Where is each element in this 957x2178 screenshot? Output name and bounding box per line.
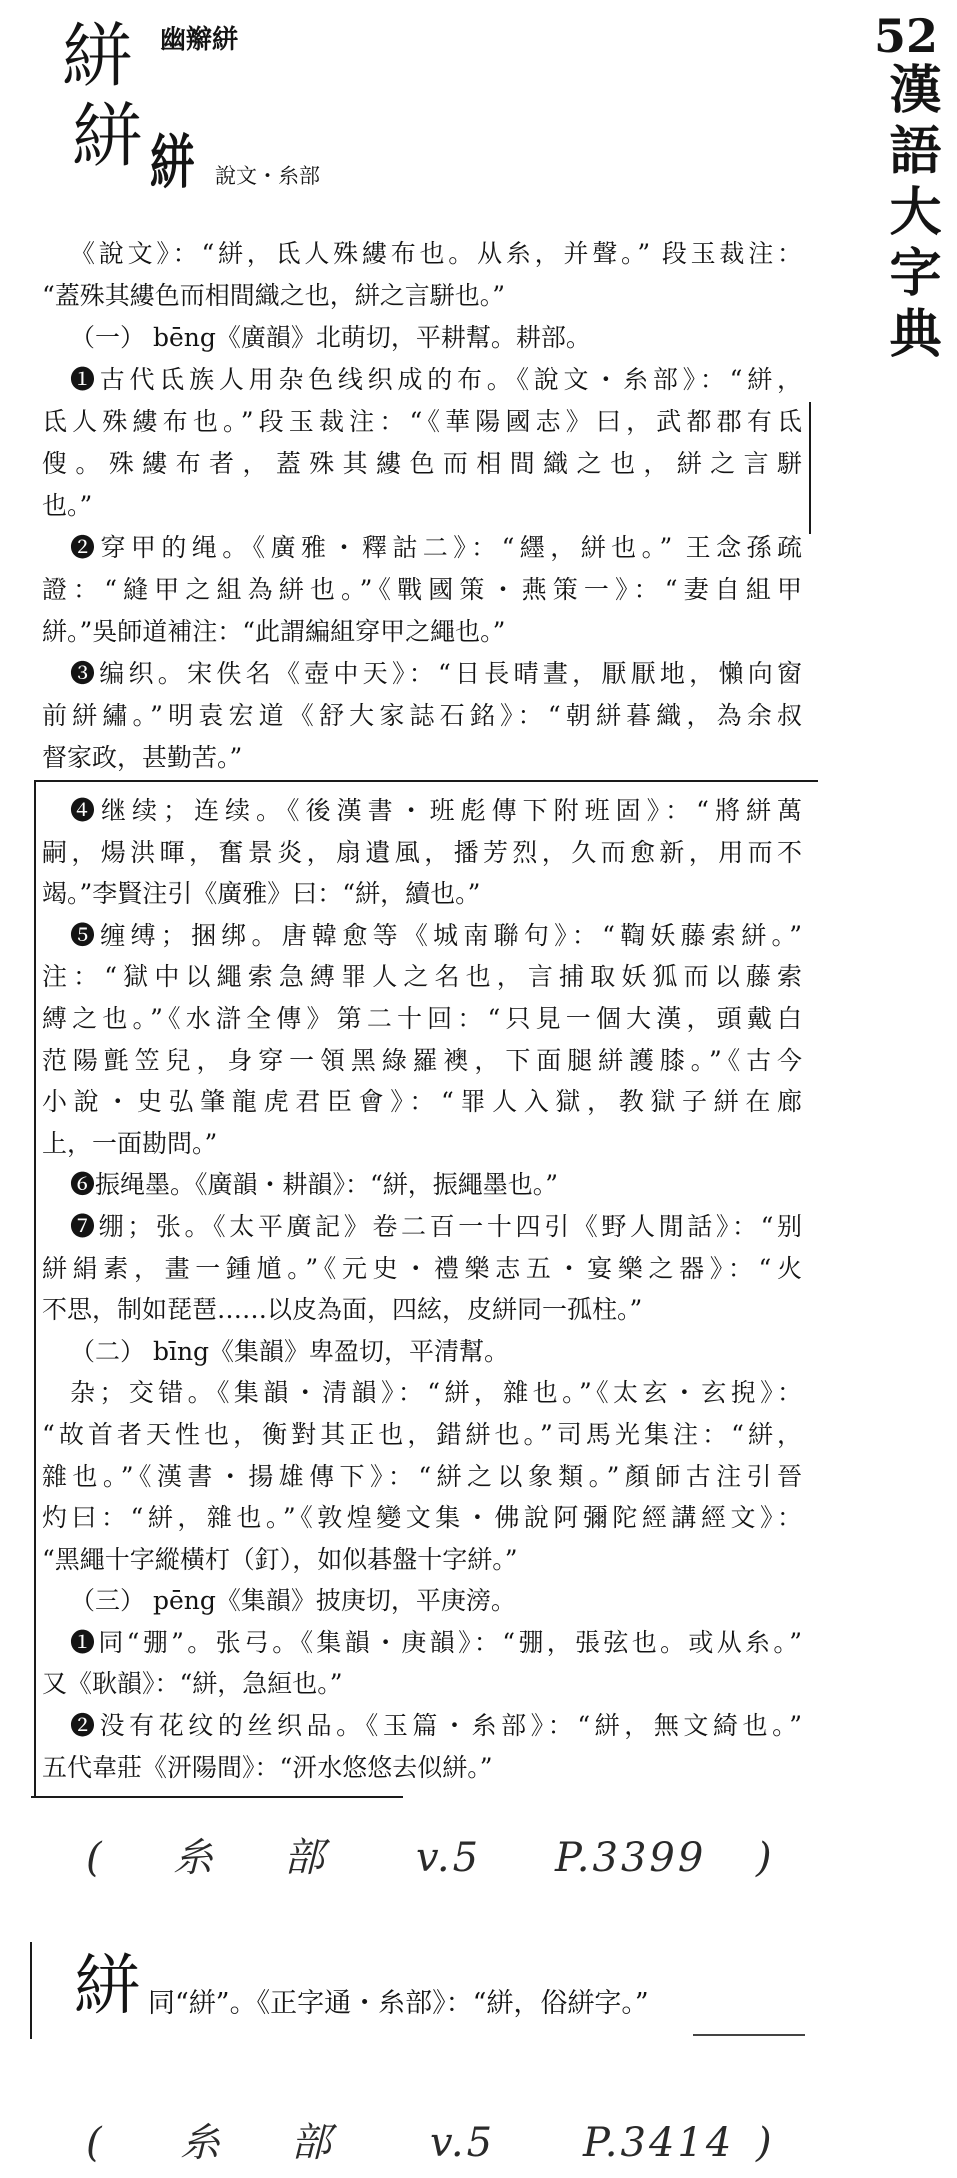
- definition-line: 同“絣”。《正字通・糸部》：“絣，俗絣字。”: [148, 1988, 649, 2019]
- hand-volume: v.5: [416, 1835, 482, 1881]
- sense-line: ❼绷；张。《太平廣記》卷二百一十四引《野人閒話》：“别: [70, 1211, 802, 1241]
- handwritten-reference: [0, 1830, 957, 1886]
- definition-line: 督家政，甚勤苦。”: [42, 743, 243, 772]
- sense-line: ❺缠缚；捆绑。唐韓愈等《城南聯句》：“鞫妖藤索絣。”: [70, 920, 802, 950]
- headword: 絣: [62, 15, 132, 97]
- definition-line: 不思，制如琵琶……以皮為面，四絃，皮絣同一孤柱。”: [42, 1295, 643, 1325]
- hand-close-paren: ): [756, 2120, 775, 2166]
- hand-open-paren: (: [86, 2120, 105, 2166]
- seal-script-form: 絣: [150, 128, 195, 198]
- definition-line: 傁。殊縷布者，蓋殊其縷色而相間織之也，絣之言駢: [42, 449, 802, 478]
- definition-line: 也。”: [42, 491, 93, 520]
- book-title: 漢語大字典: [880, 62, 941, 367]
- sense-line: 杂；交错。《集韻・清韻》：“絣，雜也。”《太玄・玄掜》：: [70, 1378, 802, 1408]
- definition-line: 小說・史弘肇龍虎君臣會》：“罪人入獄，教獄子絣在廊: [42, 1087, 802, 1117]
- hand-volume: v.5: [430, 2120, 496, 2166]
- definition-line: 灼曰：“絣，雜也。”《敦煌變文集・佛說阿彌陀經講經文》：: [42, 1503, 802, 1533]
- definition-line: 嗣，煬洪暉，奮景炎，扇遺風，播芳烈，久而愈新，用而不: [42, 837, 802, 867]
- hand-close-paren: ): [756, 1835, 775, 1881]
- headword-variant-forms: 幽辮絣: [160, 25, 239, 55]
- definition-line: “蓋殊其縷色而相間織之也，絣之言駢也。”: [42, 281, 506, 310]
- hand-radical-label: 部: [291, 2120, 334, 2166]
- reading-line: （三） pēng《集韻》披庚切，平庚滂。: [70, 1586, 516, 1616]
- reading-line: （二） bīng《集韻》卑盈切，平清幫。: [70, 1336, 510, 1366]
- sense-line: ❹继续；连续。《後漢書・班彪傳下附班固》：“將絣萬: [70, 796, 802, 825]
- hand-open-paren: (: [86, 1835, 105, 1881]
- sense-line: ❷穿甲的绳。《廣雅・釋詁二》：“纆，絣也。” 王念孫疏: [70, 533, 802, 562]
- hand-radical: 糸: [180, 2120, 223, 2166]
- definition-line: 雜也。”《漢書・揚雄傳下》：“絣之以象類。”顏師古注引晉: [42, 1461, 802, 1491]
- entry-body-bottom: [42, 790, 802, 1788]
- scan-edge-line: [809, 402, 811, 534]
- headword: 絣: [74, 1947, 140, 2024]
- hand-radical-label: 部: [284, 1835, 327, 1881]
- definition-line: “黑繩十字縱橫朾（釘），如似碁盤十字絣。”: [42, 1544, 518, 1574]
- seal-source-label: 說文・糸部: [215, 164, 320, 188]
- scan-separator-line: [35, 780, 818, 782]
- sense-line: ❶同“弸”。张弓。《集韻・庚韻》：“弸，張弦也。或从糸。”: [70, 1627, 802, 1657]
- scan-edge-line: [30, 1942, 32, 2039]
- definition-line: 證：“縫甲之組為絣也。”《戰國策・燕策一》：“妻自組甲: [42, 575, 802, 604]
- definition-line: 上，一面勘問。”: [42, 1128, 218, 1158]
- sense-line: ❷没有花纹的丝织品。《玉篇・糸部》：“絣，無文綺也。”: [70, 1711, 802, 1741]
- sense-line: ❻振绳墨。《廣韻・耕韻》：“絣，振繩墨也。”: [70, 1170, 559, 1200]
- scan-edge-line: [34, 780, 36, 1797]
- definition-line: 又《耿韻》：“絣，急絙也。”: [42, 1669, 343, 1699]
- definition-line: 絣絹素，畫一鍾馗。”《元史・禮樂志五・宴樂之器》：“火: [42, 1253, 802, 1283]
- definition-line: 氐人殊縷布也。”段玉裁注：“《華陽國志》曰，武都郡有氐: [42, 407, 802, 436]
- definition-line: “故首者天性也，衡對其正也，錯絣也。”司馬光集注：“絣，: [42, 1419, 802, 1449]
- definition-line: 前絣繡。”明袁宏道《舒大家誌石銘》：“朝絣暮織，為余叔: [42, 701, 802, 730]
- definition-line: 五代韋莊《汧陽間》：“汧水悠悠去似絣。”: [42, 1752, 493, 1782]
- definition-line: 《說文》：“絣，氐人殊縷布也。从糸，并聲。” 段玉裁注：: [70, 239, 802, 268]
- entry-body-top: [42, 233, 802, 779]
- definition-line: 范陽氈笠兒，身穿一領黑綠羅襖，下面腿絣護膝。”《古今: [42, 1045, 802, 1075]
- scan-bottom-line: [31, 1796, 403, 1798]
- definition-line: 竭。”李賢注引《廣雅》曰：“絣，續也。”: [42, 879, 481, 909]
- definition-line: 注：“獄中以繩索急縛罪人之名也，言捕取妖狐而以藤索: [42, 962, 802, 992]
- hand-page: P.3414: [583, 2120, 735, 2166]
- scan-underline: [693, 2034, 805, 2036]
- page-number: 52: [874, 9, 939, 63]
- definition-line: 絣。”吳師道補注：“此謂編組穿甲之繩也。”: [42, 617, 506, 646]
- hand-radical: 糸: [173, 1835, 216, 1881]
- sense-line: ❶古代氐族人用杂色线织成的布。《說文・糸部》：“絣，: [70, 365, 802, 394]
- definition-line: 縛之也。”《水滸全傳》第二十回：“只見一個大漢，頭戴白: [42, 1003, 802, 1033]
- handwritten-reference: [0, 2115, 957, 2171]
- hand-page: P.3399: [555, 1835, 707, 1881]
- reading-line: （一） bēng《廣韻》北萌切，平耕幫。耕部。: [70, 323, 591, 352]
- headword-repeat: 絣: [72, 95, 142, 177]
- sense-line: ❸编织。宋佚名《壺中天》：“日長晴晝，厭厭地，懶向窗: [70, 659, 802, 688]
